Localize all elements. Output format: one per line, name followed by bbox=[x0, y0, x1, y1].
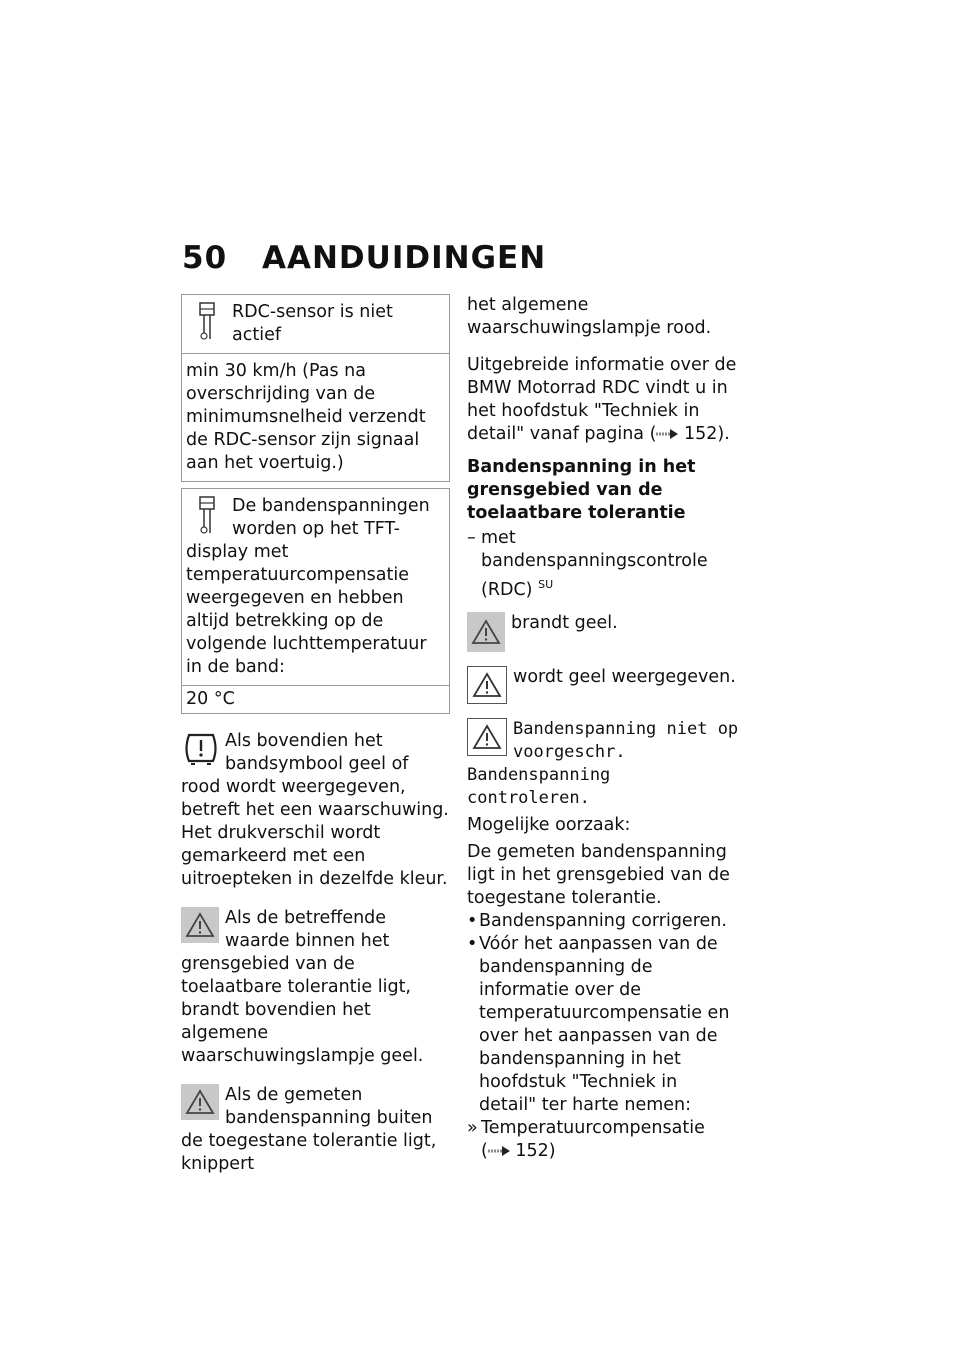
right-column bbox=[467, 294, 739, 1163]
page-number: 50 bbox=[182, 240, 228, 276]
section-heading: Bandenspanning in het grensgebied van de toelaatbare tolerantie bbox=[467, 457, 696, 523]
rdc-sensor-inactive-text: RDC-sensor is niet actief bbox=[232, 302, 393, 345]
temperature-compensation-reference: » Temperatuurcompensatie ( 152) bbox=[467, 1117, 739, 1163]
rdc-sensor-description: min 30 km/h (Pas na overschrijding van de minimumsnelheid verzendt de RDC-sensor zijn signaal aan het voertuig.) bbox=[182, 353, 449, 481]
rdc-info-text: Uitgebreide informatie over de BMW Motorrad RDC vindt u in het hoofdstuk "Techniek in detail" vanaf pagina bbox=[467, 355, 737, 444]
action-list bbox=[467, 910, 739, 1117]
tolerance-red-paragraph bbox=[181, 1084, 450, 1176]
temperature-value: 20 °C bbox=[182, 685, 449, 713]
page-title: AANDUIDINGEN bbox=[262, 240, 547, 276]
rdc-sensor-header bbox=[182, 295, 449, 353]
list-item: • Bandenspanning corrigeren. bbox=[467, 910, 739, 933]
left-column bbox=[181, 294, 450, 1192]
tire-symbol-text: Als bovendien het bandsymbool geel of rood wordt weergegeven, betreft het een waarschuwing. Het drukverschil wordt gemarkeerd met een uitroepteken in dezelfde kleur. bbox=[181, 731, 449, 889]
tire-symbol-paragraph bbox=[181, 730, 450, 891]
rdc-info-paragraph: Uitgebreide informatie over de BMW Motorrad RDC vindt u in het hoofdstuk "Techniek in detail" vanaf pagina ( 152). bbox=[467, 355, 737, 444]
page-reference-arrow-icon bbox=[656, 429, 678, 439]
yellow-light-text: brandt geel. bbox=[511, 612, 618, 633]
rdc-condition-sup: SU bbox=[538, 578, 554, 591]
warning-triangle-icon bbox=[181, 1084, 219, 1120]
warning-triangle-icon bbox=[467, 666, 507, 704]
yellow-light-row bbox=[467, 612, 739, 656]
temperature-box bbox=[181, 488, 450, 714]
warning-triangle-icon bbox=[467, 718, 507, 756]
rdc-sensor-box bbox=[181, 294, 450, 482]
page-reference-arrow-icon bbox=[488, 1146, 510, 1156]
cause-label: Mogelijke oorzaak: bbox=[467, 814, 631, 835]
continued-text: het algemene waarschuwingslampje rood. bbox=[467, 295, 712, 338]
display-message-row bbox=[467, 718, 739, 810]
cause-text: De gemeten bandenspanning ligt in het grensgebied van de toegestane tolerantie. bbox=[467, 841, 730, 908]
page-header bbox=[182, 240, 546, 276]
warning-triangle-icon bbox=[181, 907, 219, 943]
warning-triangle-icon bbox=[467, 612, 505, 652]
display-message: Bandenspanning niet op voorgeschr. Bandenspanning controleren. bbox=[467, 718, 739, 808]
rdc-condition bbox=[467, 527, 739, 602]
reference-text: Temperatuurcompensatie bbox=[481, 1117, 705, 1138]
shown-yellow-text: wordt geel weergegeven. bbox=[513, 666, 736, 687]
temperature-text-section bbox=[182, 489, 449, 685]
tire-sensor-icon bbox=[186, 495, 228, 539]
temperature-description: De bandenspanningen worden op het TFT-display met temperatuurcompensatie weergegeven en hebben altijd betrekking op de volgende luchttemperatuur in de band: bbox=[186, 496, 430, 677]
reference-page-link[interactable]: 152) bbox=[515, 1140, 556, 1161]
tire-pressure-icon bbox=[181, 730, 221, 768]
rdc-condition-text: met bandenspanningscontrole (RDC) bbox=[481, 528, 708, 600]
tire-sensor-icon bbox=[186, 301, 228, 345]
rdc-info-page-link[interactable]: 152). bbox=[684, 424, 730, 444]
tolerance-red-text: Als de gemeten bandenspanning buiten de toegestane tolerantie ligt, knippert bbox=[181, 1085, 437, 1174]
list-item: • Vóór het aanpassen van de bandenspanning de informatie over de temperatuurcompensatie en over het aanpassen van de bandenspanning in het hoofdstuk "Techniek in detail" ter harte nemen: bbox=[467, 933, 739, 1117]
tolerance-yellow-text: Als de betreffende waarde binnen het grensgebied van de toelaatbare tolerantie ligt, brandt bovendien het algemene waarschuwingslampje geel. bbox=[181, 908, 424, 1066]
shown-yellow-row bbox=[467, 666, 739, 708]
tolerance-yellow-paragraph bbox=[181, 907, 450, 1068]
